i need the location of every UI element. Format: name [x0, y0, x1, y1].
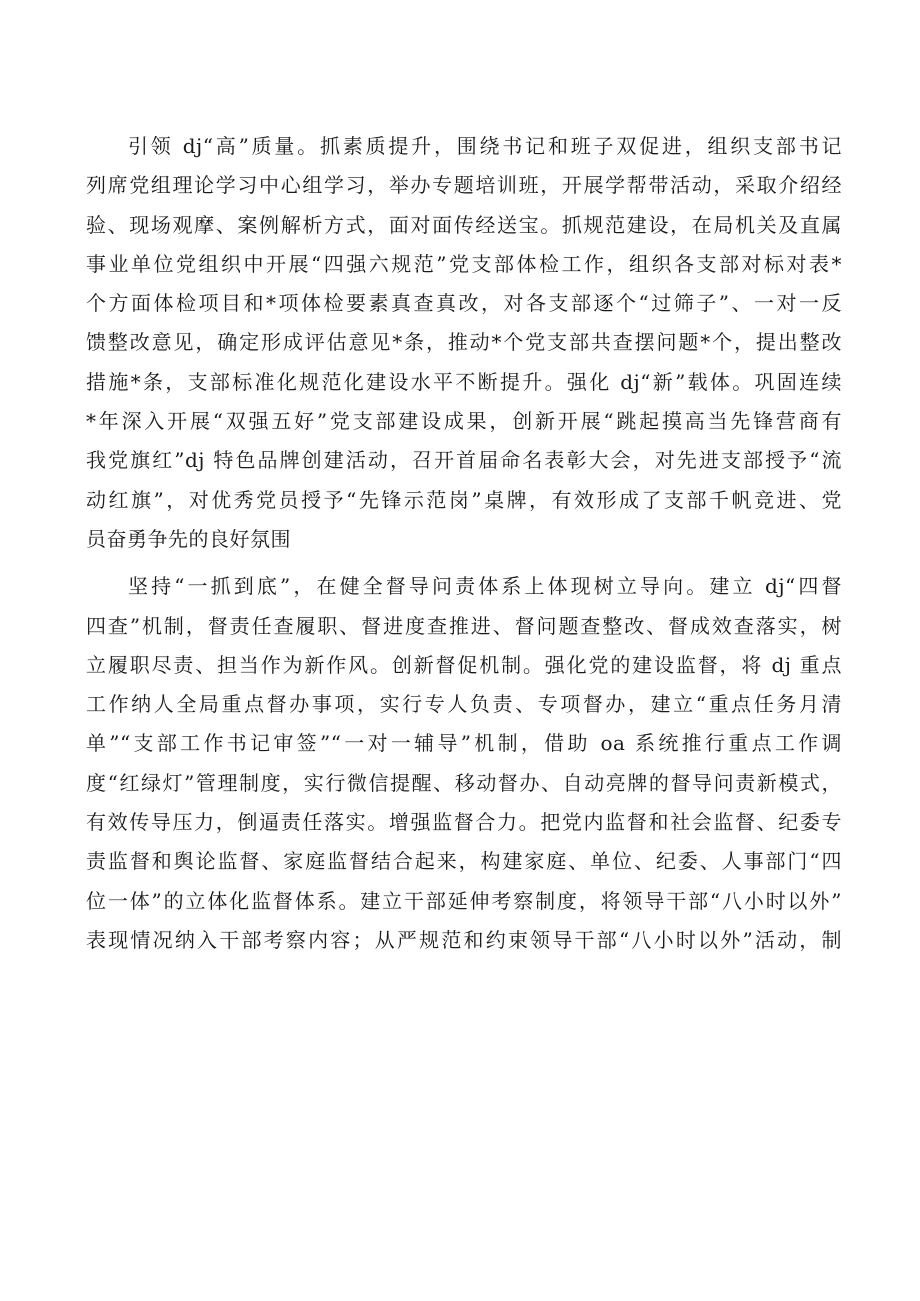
- text-line: 员奋勇争先的良好氛围: [86, 526, 291, 551]
- text-line: 表现情况纳入干部考察内容；从严规范和约束领导干部“八小时以外”活动，制: [86, 927, 842, 952]
- text-line: 验、现场观摩、案例解析方式，面对面传经送宝。抓规范建设，在局机关及直属: [86, 212, 842, 237]
- text-line: 馈整改意见，确定形成评估意见*条，推动*个党支部共查摆问题*个，提出整改: [86, 330, 842, 355]
- text-line: 我党旗红”dj 特色品牌创建活动，召开首届命名表彰大会，对先进支部授予“流: [86, 448, 842, 473]
- text-line: 措施*条，支部标准化规范化建设水平不断提升。强化 dj“新”载体。巩固连续: [86, 369, 842, 394]
- text-line: 事业单位党组织中开展“四强六规范”党支部体检工作，组织各支部对标对表*: [86, 251, 842, 276]
- document-body: [86, 127, 842, 960]
- text-line: 责监督和舆论监督、家庭监督结合起来，构建家庭、单位、纪委、人事部门“四: [86, 849, 842, 874]
- text-line: 位一体”的立体化监督体系。建立干部延伸考察制度，将领导干部“八小时以外”: [86, 888, 842, 913]
- paragraph-2: [86, 567, 842, 960]
- text-line: 立履职尽责、担当作为新作风。创新督促机制。强化党的建设监督，将 dj 重点: [86, 652, 842, 677]
- text-line: 有效传导压力，倒逼责任落实。增强监督合力。把党内监督和社会监督、纪委专: [86, 810, 842, 835]
- text-line: 工作纳人全局重点督办事项，实行专人负责、专项督办，建立“重点任务月清: [86, 692, 842, 717]
- text-line: 列席党组理论学习中心组学习，举办专题培训班，开展学帮带活动，采取介绍经: [86, 173, 842, 198]
- text-line: 四查”机制，督责任查履职、督进度查推进、督问题查整改、督成效查落实，树: [86, 613, 842, 638]
- text-line: *年深入开展“双强五好”党支部建设成果，创新开展“跳起摸高当先锋营商有: [86, 409, 842, 434]
- text-line: 坚持“一抓到底”，在健全督导问责体系上体现树立导向。建立 dj“四督: [128, 574, 842, 599]
- text-line: 动红旗”，对优秀党员授予“先锋示范岗”桌牌，有效形成了支部千帆竞进、党: [86, 487, 842, 512]
- text-line: 度“红绿灯”管理制度，实行微信提醒、移动督办、自动亮牌的督导问责新模式，: [86, 770, 842, 795]
- text-line: 单”“支部工作书记审签”“一对一辅导”机制，借助 oa 系统推行重点工作调: [86, 731, 842, 756]
- text-line: 引领 dj“高”质量。抓素质提升，围绕书记和班子双促进，组织支部书记: [128, 134, 842, 158]
- text-line: 个方面体检项目和*项体检要素真查真改，对各支部逐个“过筛子”、一对一反: [86, 291, 842, 316]
- paragraph-1: [86, 127, 842, 559]
